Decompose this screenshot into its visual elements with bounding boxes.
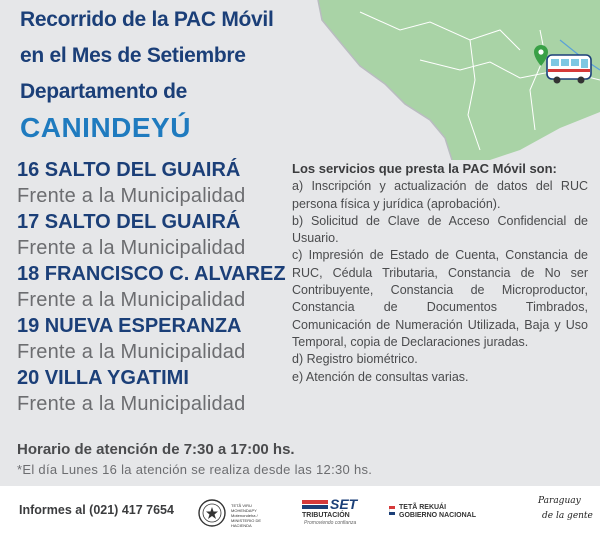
- paraguay-brand-logo: [532, 494, 592, 534]
- schedule-item: [17, 365, 287, 417]
- schedule-date: 17 SALTO DEL GUAIRÁ: [17, 211, 241, 233]
- brand-line-1: Paraguay: [538, 496, 581, 506]
- services-title: Los servicios que presta la PAC Móvil son:: [292, 161, 557, 176]
- paraguay-seal-icon: [197, 498, 227, 528]
- schedule-date: 16 SALTO DEL GUAIRÁ: [17, 159, 241, 181]
- service-item: a) Inscripción y actualización de datos del RUC persona física y jurídica (aprobación).: [292, 179, 588, 211]
- services-panel: [292, 160, 588, 386]
- bus-icon: [547, 55, 591, 84]
- brand-line-2: de la gente: [542, 511, 593, 521]
- opening-hours: Horario de atención de 7:30 a 17:00 hs.: [17, 441, 295, 458]
- service-item: b) Solicitud de Clave de Acceso Confidencial de Usuario.: [292, 213, 588, 246]
- title-line-1: Recorrido de la PAC Móvil: [20, 8, 274, 31]
- footer: [0, 486, 600, 538]
- schedule-date: 18 FRANCISCO C. ALVAREZ: [17, 263, 286, 285]
- set-subtitle: TRIBUTACIÓN: [302, 512, 350, 519]
- schedule-place: Frente a la Municipalidad: [17, 341, 246, 363]
- set-name: SET: [330, 496, 358, 512]
- service-item: c) Impresión de Estado de Cuenta, Constancia de RUC, Cédula Tributaria, Constancia de No ser Contribuyente, Constancia de Microproductor, Constancia de Documentos Timbrados, Comunicación de Numeración Utilizada, Baja y Uso Temporal, copia de Declaraciones juradas.: [292, 248, 588, 349]
- schedule-item: [17, 209, 287, 261]
- schedule-item: [17, 261, 287, 313]
- schedule-item: [17, 313, 287, 365]
- contact-phone: Informes al (021) 417 7654: [19, 503, 174, 517]
- service-item: e) Atención de consultas varias.: [292, 369, 469, 384]
- title-line-3: Departamento de: [20, 80, 188, 103]
- department-name: CANINDEYÚ: [20, 112, 191, 143]
- schedule-place: Frente a la Municipalidad: [17, 237, 246, 259]
- set-red-stripe: [302, 500, 328, 504]
- schedule-list: [17, 157, 287, 417]
- schedule-place: Frente a la Municipalidad: [17, 185, 246, 207]
- government-logo: [389, 504, 489, 524]
- schedule-place: Frente a la Municipalidad: [17, 289, 246, 311]
- government-line-1: TETÃ REKUÁI: [399, 504, 447, 511]
- schedule-item: [17, 157, 287, 209]
- set-blue-stripe: [302, 505, 328, 509]
- schedule-date: 19 NUEVA ESPERANZA: [17, 315, 242, 337]
- hours-note: *El día Lunes 16 la atención se realiza desde las 12:30 hs.: [17, 462, 373, 477]
- ministry-name: TETÃ VIRU MOHENDAPY Motenondeha / MINISTERIO DE HACIENDA: [231, 503, 262, 528]
- set-logo: [302, 496, 362, 530]
- title-line-2: en el Mes de Setiembre: [20, 44, 246, 67]
- government-line-2: GOBIERNO NACIONAL: [399, 512, 476, 519]
- ministry-logo: [197, 496, 277, 530]
- schedule-date: 20 VILLA YGATIMI: [17, 367, 189, 389]
- flag-icon: [389, 506, 395, 515]
- schedule-place: Frente a la Municipalidad: [17, 393, 246, 415]
- set-slogan: Promoviendo confianza: [304, 520, 357, 526]
- service-item: d) Registro biométrico.: [292, 352, 418, 367]
